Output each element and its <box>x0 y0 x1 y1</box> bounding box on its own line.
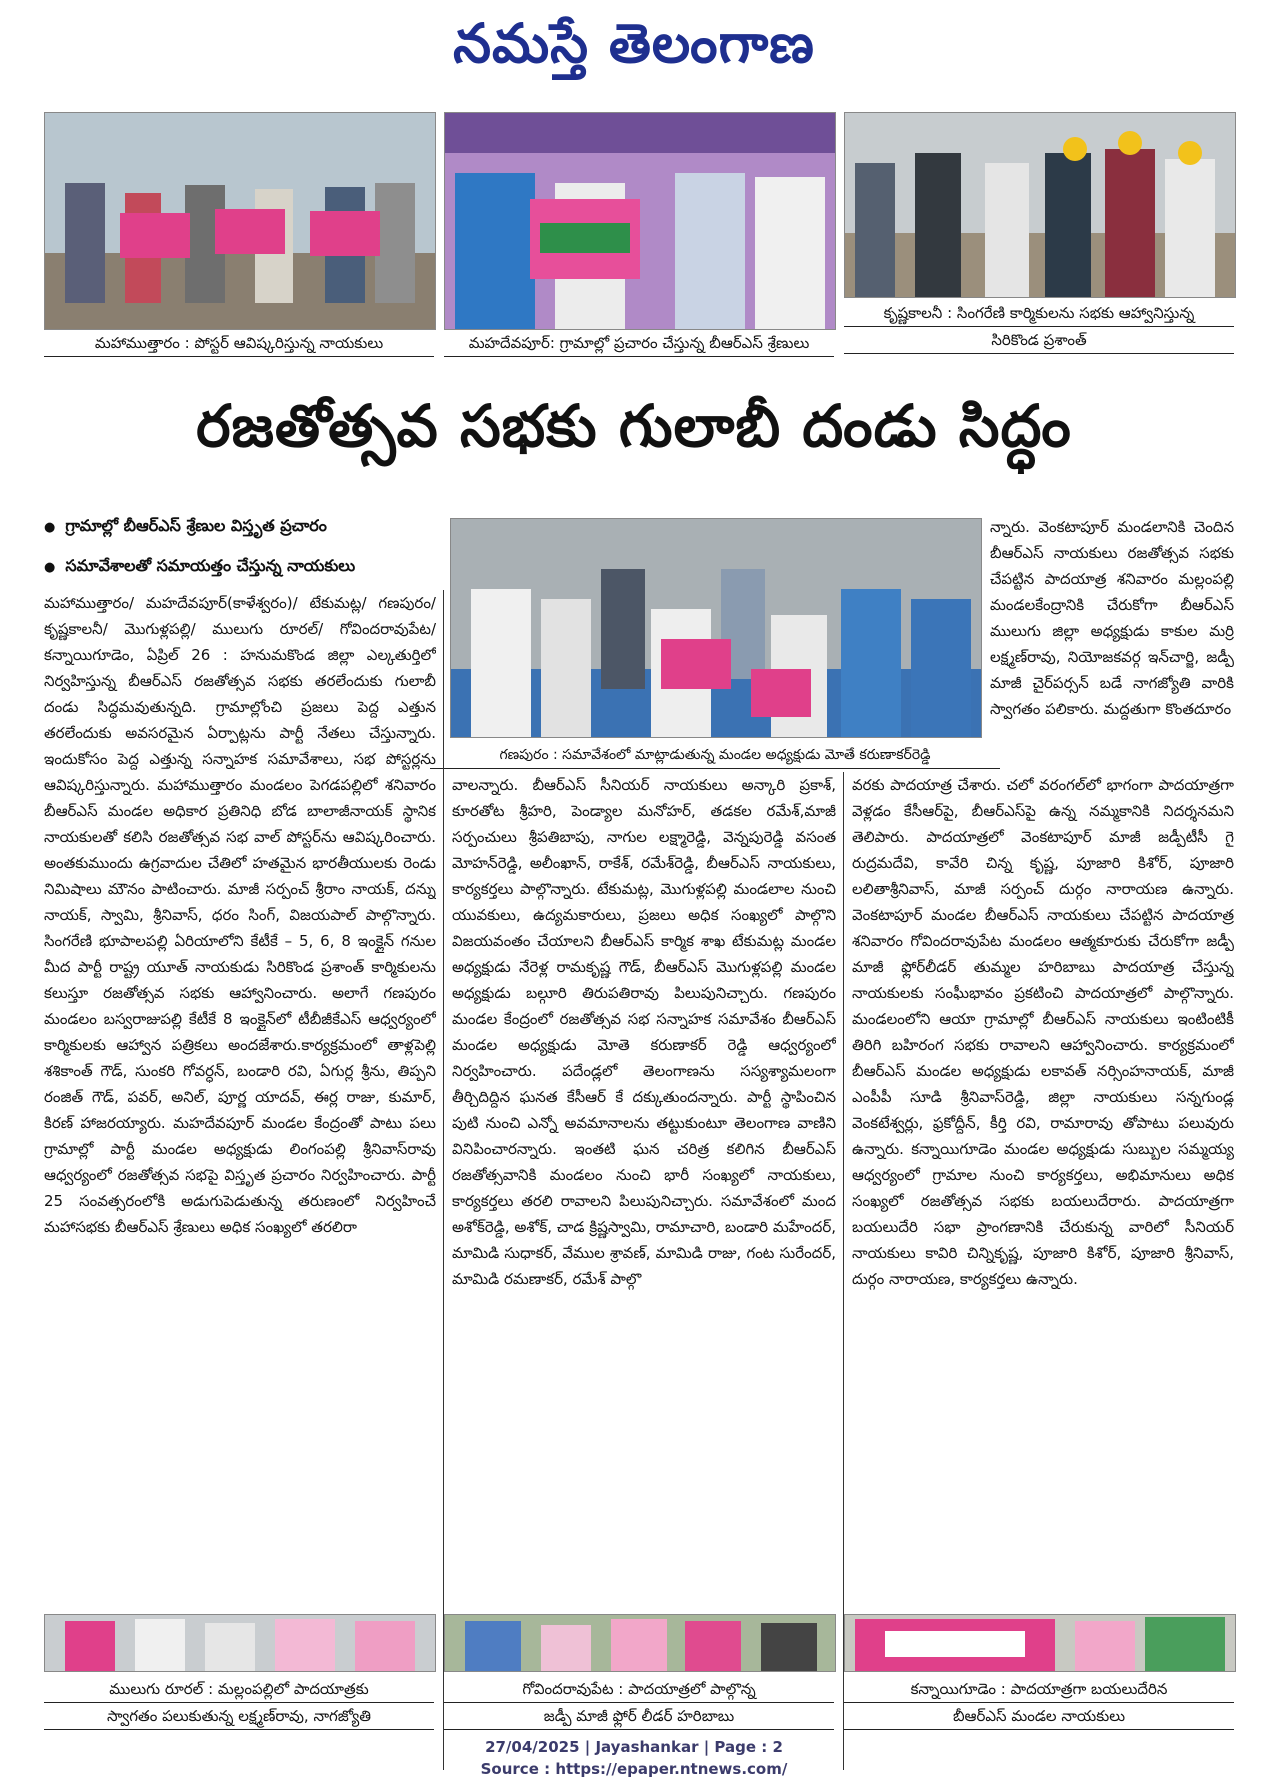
caption-line: ములుగు రూరల్ : మల్లంపల్లిలో పాదయాత్రకు <box>44 1676 434 1703</box>
article-column-3a <box>990 514 1234 748</box>
photo-top-2 <box>444 112 836 330</box>
caption-line: కృష్ణకాలనీ : సింగరేణి కార్మికులను సభకు ఆహ్వానిస్తున్న <box>844 300 1234 327</box>
caption-bottom-1 <box>44 1676 434 1730</box>
caption-line: సిరికొండ ప్రశాంత్ <box>844 327 1234 354</box>
headline: రజతోత్సవ సభకు గులాబీ దండు సిద్ధం <box>196 392 1072 460</box>
photo-bottom-2 <box>444 1614 836 1672</box>
photo-center <box>450 518 982 738</box>
article-text: వరకు పాదయాత్ర చేశారు. చలో వరంగల్‌లో భాగంగా పాదయాత్రగా వెళ్లడం కేసీఆర్‌పై, బీఆర్ఎస్‌పై ఉన్న నమ్మకానికి నిదర్శనమని తెలిపారు. పాదయాత్రలో వెంకటాపూర్ మాజీ జడ్పీటీసీ గై రుద్రమదేవి, కావేరి చిన్న కృష్ణ, పూజారి కిశోర్, పూజారి లలితాశ్రీనివాస్, మాజీ సర్పంచ్ దుర్గం నారాయణ ఉన్నారు. వెంకటాపూర్ మండల బీఆర్ఎస్ నాయకులు చేపట్టిన పాదయాత్ర శనివారం గోవిందరావుపేట మండలం ఆత్మకూరుకు చేరుకోగా జడ్పీ మాజీ ఫ్లోర్‌లీడర్ తుమ్మల హరిబాబు పాదయాత్ర చేస్తున్న నాయకులకు సంఘీభావం ప్రకటించి పాదయాత్రలో పాల్గొన్నారు. మండలంలోని ఆయా గ్రామాల్లో బీఆర్ఎస్ నాయకులు ఇంటింటికీ తిరిగి బహిరంగ సభకు రావాలని ఆహ్వానించారు. కార్యక్రమంలో బీఆర్ఎస్ మండల అధ్యక్షుడు లకావత్ నర్సింహనాయక్, మాజీ ఎంపీపీ సూడి శ్రీనివాస్‌రెడ్డి, జిల్లా నాయకులు సన్నగుండ్ల వెంకటేశ్వర్లు, ఫ్రకోద్దీన్, కీర్తి రవి, రామారావు తోపాటు పలువురు ఉన్నారు. కన్నాయిగూడెం మండల అధ్యక్షుడు సుబ్బుల సమ్మయ్య ఆధ్వర్యంలో గ్రామాల నుంచి కార్యకర్తలు, అభిమానులు అధిక సంఖ్యలో రజతోత్సవ సభకు బయలుదేరారు. పాదయాత్రగా బయలుదేరి సభా ప్రాంగణానికి చేరుకున్న వారిలో సీనియర్ నాయకులు కావిరి చిన్నికృష్ణ, పూజారి కిశోర్, పూజారి శ్రీనివాస్, దుర్గం నారాయణ, కార్యకర్తలు ఉన్నారు. <box>852 776 1234 1288</box>
bullet-item: ● గ్రామాల్లో బీఆర్ఎస్ శ్రేణుల విస్తృత ప్రచారం <box>44 507 439 547</box>
caption-top-3 <box>844 300 1234 354</box>
caption-line: మహాముత్తారం : పోస్టర్ ఆవిష్కరిస్తున్న నాయకులు <box>44 330 434 357</box>
column-divider <box>443 590 444 1770</box>
caption-top-2 <box>444 330 834 357</box>
subheadline-bullets <box>44 507 439 587</box>
bullet-item: ● సమావేశాలతో సమాయత్తం చేస్తున్న నాయకులు <box>44 547 439 587</box>
caption-line: జడ్పీ మాజీ ఫ్లోర్ లీడర్ హరిబాబు <box>444 1703 834 1730</box>
caption-line: బీఆర్ఎస్ మండల నాయకులు <box>844 1703 1234 1730</box>
caption-line: మహదేవపూర్: గ్రామాల్లో ప్రచారం చేస్తున్న బీఆర్ఎస్ శ్రేణులు <box>444 330 834 357</box>
masthead-logo: నమస్తే తెలంగాణ <box>453 12 815 75</box>
footer-source-link[interactable]: Source : https://epaper.ntnews.com/ <box>480 1760 788 1778</box>
caption-bottom-3 <box>844 1676 1234 1730</box>
footer-date-page: 27/04/2025 | Jayashankar | Page : 2 <box>485 1738 783 1756</box>
photo-top-3 <box>844 112 1236 298</box>
article-text: న్నారు. వెంకటాపూర్ మండలానికి చెందిన బీఆర్ఎస్ నాయకులు రజతోత్సవ సభకు చేపట్టిన పాదయాత్ర శనివారం మల్లంపల్లి మండలకేంద్రానికి చేరుకోగా బీఆర్ఎస్ ములుగు జిల్లా అధ్యక్షుడు కాకుల మర్రి లక్ష్మణ్‌రావు, నియోజకవర్గ ఇన్‌చార్జి, జడ్పీ మాజీ చైర్‌పర్సన్ బడే నాగజ్యోతి వారికి స్వాగతం పలికారు. మద్దతుగా కొంతదూరం <box>990 518 1234 718</box>
photo-bottom-1 <box>44 1614 436 1672</box>
article-text: మహాముత్తారం/ మహదేవపూర్(కాళేశ్వరం)/ టేకుమట్ల/ గణపురం/ కృష్ణకాలనీ/ మొగుళ్లపల్లి/ ములుగు రూరల్/ గోవిందరావుపేట/ కన్నాయిగూడెం, ఏప్రిల్ 26 : హనుమకొండ జిల్లా ఎల్కతుర్తిలో నిర్వహిస్తున్న బీఆర్ఎస్ రజతోత్సవ సభకు తరలేందుకు గులాబీ దండు సిద్ధమవుతున్నది. గ్రామాల్లోంచి ప్రజలు పెద్ద ఎత్తున తరలేందుకు అవసరమైన ఏర్పాట్లను పార్టీ నేతలు చేస్తున్నారు. ఇందుకోసం పెద్ద ఎత్తున్న సన్నాహక సమావేశాలు, సభ పోస్టర్లను ఆవిష్కరిస్తున్నారు. మహాముత్తారం మండలం పెగడపల్లిలో శనివారం బీఆర్ఎస్ మండల అధికార ప్రతినిధి బోడ బాలాజీనాయక్ స్థానిక నాయకులతో కలిసి రజతోత్సవ సభ వాల్ పోస్టర్‌ను ఆవిష్కరించారు. అంతకుముందు ఉగ్రవాదుల చేతిలో హతమైన భారతీయులకు రెండు నిమిషాలు మౌనం పాటించారు. మాజీ సర్పంచ్ శ్రీరాం నాయక్, దన్ను నాయక్, స్వామి, శ్రీనివాస్, ధరం సింగ్, విజయపాల్ పాల్గొన్నారు. సింగరేణి భూపాలపల్లి ఏరియాలోని కేటీకే – 5, 6, 8 ఇంక్లైన్ గనుల మీద పార్టీ రాష్ట్ర యూత్ నాయకుడు సిరికొండ ప్రశాంత్ కార్మికులను కలుస్తూ రజతోత్సవ సభకు ఆహ్వానించారు. అలాగే గణపురం మండలం బస్వరాజుపల్లి కేటీకే 8 ఇంక్లైన్‌లో టీబీజీకేఎస్ ఆధ్వర్యంలో కార్మికులకు ఆహ్వాన పత్రికలు అందజేశారు.కార్యక్రమంలో తాళ్లపెల్లి శశికాంత్ గౌడ్, సుంకరి గోవర్ధన్, బండారి రవి, ఏగుర్ల శ్రీను, తిప్పని రంజిత్ గౌడ్, పవర్, అనిల్, పూర్ణ యాదవ్, ఈర్ల రాజు, కుమార్, కిరణ్ హాజరయ్యారు. మహదేవపూర్ మండల కేంద్రంతో పాటు పలు గ్రామాల్లో పార్టీ మండల అధ్యక్షుడు లింగంపల్లి శ్రీనివాస్‌రావు ఆధ్వర్యంలో రజతోత్సవ సభపై విస్తృత ప్రచారం నిర్వహించారు. పార్టీ 25 సంవత్సరంలోకి అడుగుపెడుతున్న తరుణంలో నిర్వహించే మహాసభకు బీఆర్ఎస్ శ్రేణులు అధిక సంఖ్యలో తరలిరా <box>44 594 436 1236</box>
caption-line: గోవిందరావుపేట : పాదయాత్రలో పాల్గొన్న <box>444 1676 834 1703</box>
photo-bottom-3 <box>844 1614 1236 1672</box>
article-text: వాలన్నారు. బీఆర్ఎస్ సీనియర్ నాయకులు అన్కారి ప్రకాశ్, కూరతోట శ్రీహరి, పెండ్యాల మనోహర్, తడకల రమేశ్,మాజీ సర్పంచులు శ్రీపతిబాపు, నాగుల లక్ష్మారెడ్డి, వెన్నపురెడ్డి వసంత మోహన్‌రెడ్డి, అలీంఖాన్, రాకేశ్, రమేశ్‌రెడ్డి, బీఆర్ఎస్ నాయకులు, కార్యకర్తలు పాల్గొన్నారు. టేకుమట్ల, మొగుళ్లపల్లి మండలాల నుంచి యువకులు, ఉద్యమకారులు, ప్రజలు అధిక సంఖ్యలో పాల్గొని విజయవంతం చేయాలని బీఆర్ఎస్ కార్మిక శాఖ టేకుమట్ల మండల అధ్యక్షుడు నేరెళ్ల రామకృష్ణ గౌడ్, బీఆర్ఎస్ మొగుళ్లపల్లి మండల అధ్యక్షుడు బల్గూరి తిరుపతిరావు పిలుపునిచ్చారు. గణపురం మండల కేంద్రంలో రజతోత్సవ సభ సన్నాహక సమావేశం బీఆర్ఎస్ మండల అధ్యక్షుడు మోతె కరుణాకర్ రెడ్డి ఆధ్వర్యంలో నిర్వహించారు. పదేండ్లలో తెలంగాణను సస్యశ్యామలంగా తీర్చిదిద్దిన ఘనత కేసీఆర్ కే దక్కుతుందన్నారు. పార్టీ స్థాపించిన పుటి నుంచి ఎన్నో అవమానాలను తట్టుకుంటూ తెలంగాణ వాణిని వినిపించారన్నారు. ఇంతటి ఘన చరిత్ర కలిగిన బీఆర్ఎస్ రజతోత్సవానికి మండలం నుంచి భారీ సంఖ్యలో నాయకులు, కార్యకర్తలు తరలి రావాలని పిలుపునిచ్చారు. సమావేశంలో మంద అశోక్‌రెడ్డి, అశోక్, చాడ క్రిష్ణస్వామి, రామాచారి, బండారి మహేందర్, మామిడి సుధాకర్, వేముల శ్రావణ్, మామిడి రాజు, గంట సురేందర్, మామిడి రమణాకర్, రమేశ్ పాల్గొ <box>452 776 836 1288</box>
caption-line: స్వాగతం పలుకుతున్న లక్ష్మణ్‌రావు, నాగజ్యోతి <box>44 1703 434 1730</box>
caption-line: గణపురం : సమావేశంలో మాట్లాడుతున్న మండల అధ్యక్షుడు మోతే కరుణాకర్‌రెడ్డి <box>430 742 1000 769</box>
caption-center <box>430 742 1000 769</box>
article-column-1 <box>44 590 436 1770</box>
caption-line: కన్నాయిగూడెం : పాదయాత్రగా బయలుదేరిన <box>844 1676 1234 1703</box>
photo-top-1 <box>44 112 436 330</box>
caption-top-1 <box>44 330 434 357</box>
caption-bottom-2 <box>444 1676 834 1730</box>
